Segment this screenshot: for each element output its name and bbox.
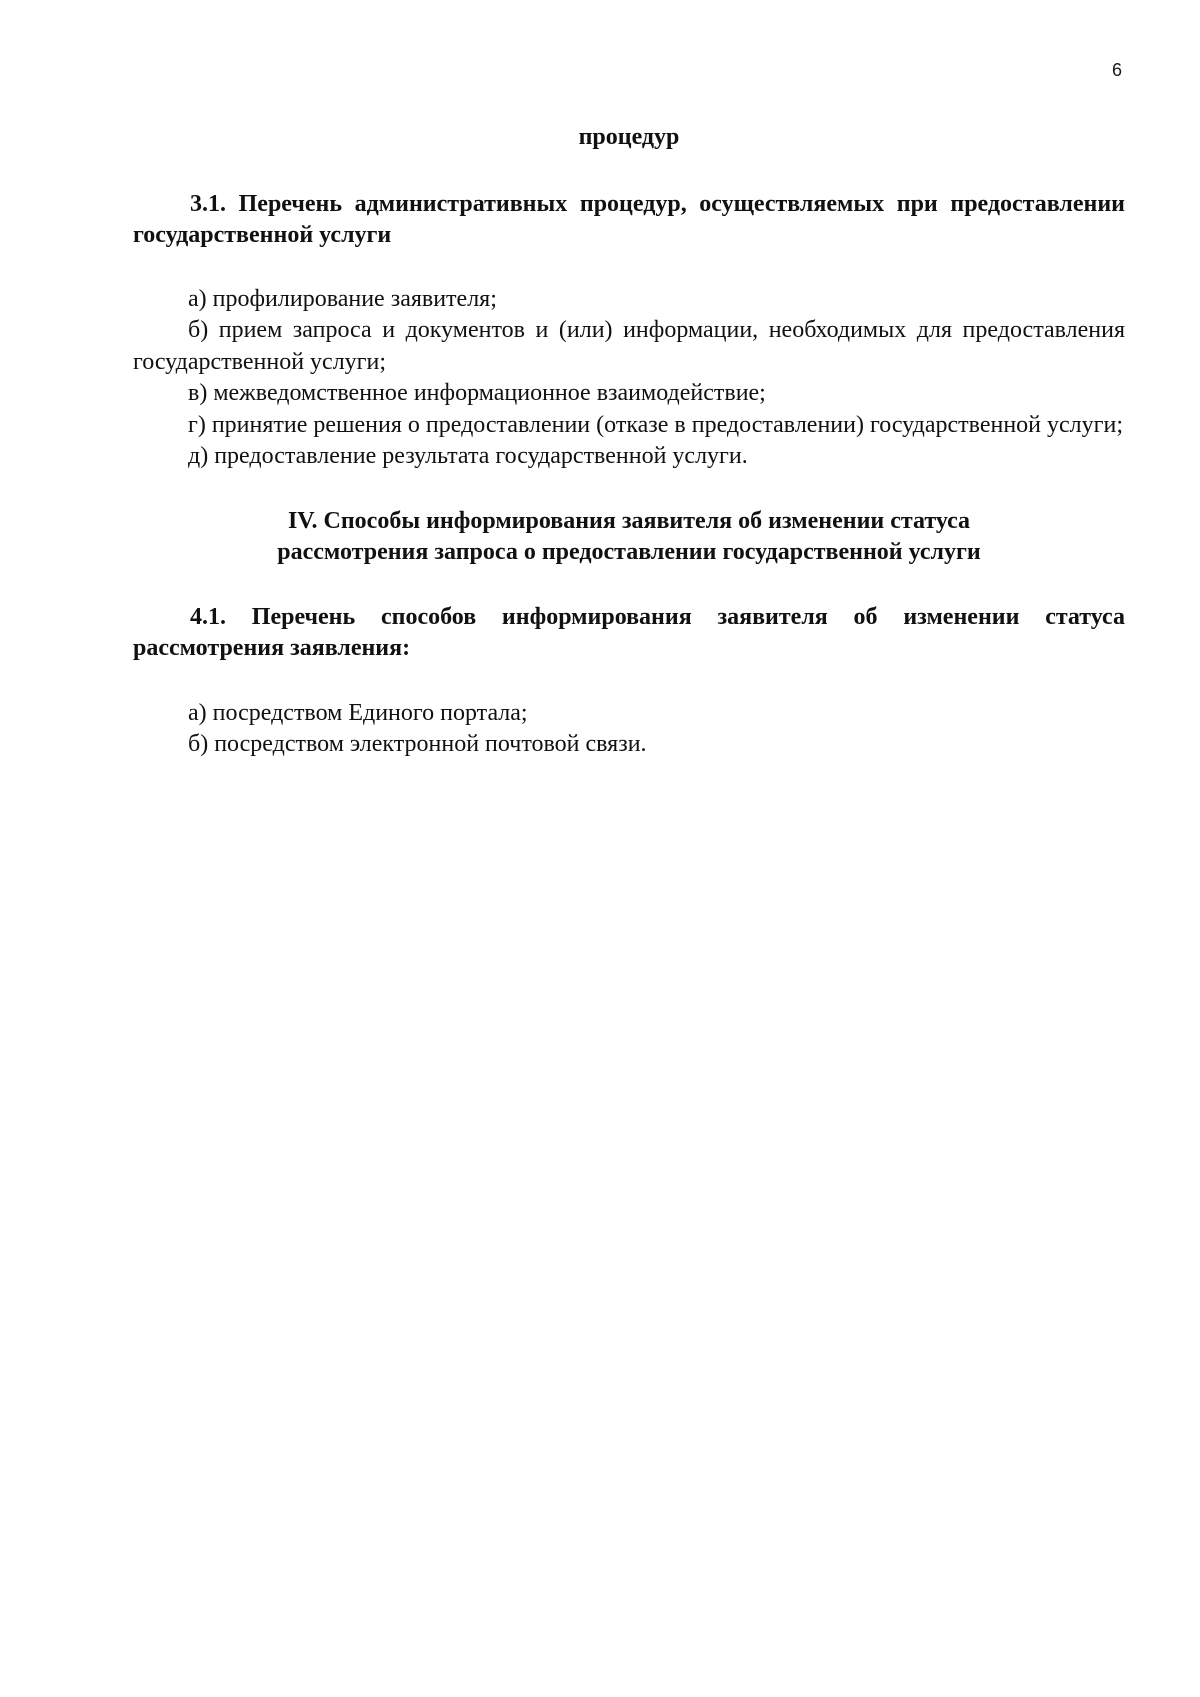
list-item: а) посредством Единого портала; — [188, 699, 528, 726]
list-item: г) принятие решения о предоставлении (отказе в предоставлении) государственной услуги; — [188, 411, 1124, 438]
list-item: в) межведомственное информационное взаимодействие; — [188, 380, 766, 406]
section-4-1-list — [133, 698, 1125, 761]
page-content — [133, 122, 1125, 761]
section-iv-heading-line-2: рассмотрения запроса о предоставлении государственной услуги — [277, 539, 981, 565]
list-item: д) предоставление результата государственной услуги. — [188, 443, 748, 469]
section-heading-continuation: процедур — [578, 124, 680, 150]
list-item: б) посредством электронной почтовой связи. — [188, 731, 647, 757]
section-iv-heading — [133, 506, 1125, 569]
list-item: а) профилирование заявителя; — [188, 285, 497, 312]
section-iv-heading-line-1: IV. Способы информирования заявителя об изменении статуса — [287, 507, 971, 534]
section-4-1-heading: 4.1. Перечень способов информирования заявителя об изменении статуса рассмотрения заявления: — [133, 603, 1125, 661]
section-3-1-list — [133, 284, 1125, 473]
section-3-1-heading: 3.1. Перечень административных процедур, осуществляемых при предоставлении государственной услуги — [133, 190, 1125, 248]
page-number: 6 — [1112, 60, 1123, 80]
list-item: б) прием запроса и документов и (или) информации, необходимых для предоставления государственной услуги; — [133, 317, 1125, 375]
